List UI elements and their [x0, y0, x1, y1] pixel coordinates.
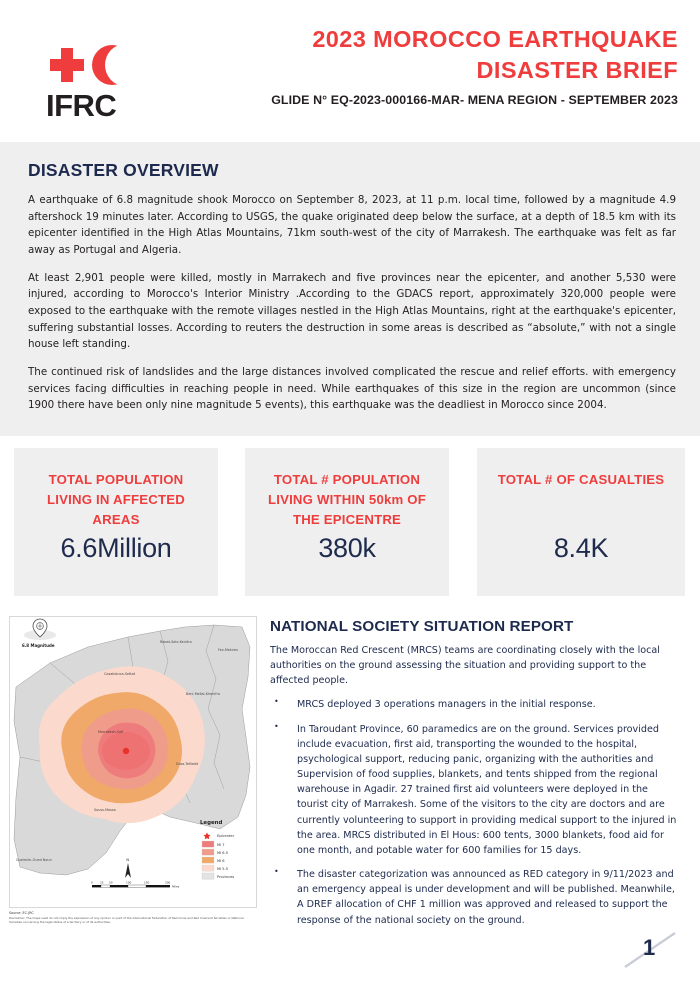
svg-text:Souss-Massa: Souss-Massa [94, 808, 116, 812]
stat-card-label: TOTAL # POPULATION LIVING WITHIN 50km OF THE EPICENTRE [267, 472, 427, 528]
shakemap-figure [9, 616, 257, 908]
nsr-bullet-item: • In Taroudant Province, 60 paramedics are on the ground. Services provided include evacuation, first aid, transporting the wounded to the hospital, psychological support, reducing panic, organizing with the authorities and Supervision of food supplies, blankets, and tents shipped from the regional warehouse in Agadir. 27 trained first aid volunteers were deployed in the tourist city of Marrakesh. Some of the visitors to the city are doctors and are currently volunteering to support in providing medical support to the injured in the area. MRCS distributed in El Hous: 600 tents, 3000 blankets, food aid for one month, and potable water for 600 families for 15 days. [270, 722, 682, 858]
svg-text:Marrakesh-Safi: Marrakesh-Safi [98, 730, 124, 734]
logo-marks [46, 42, 162, 86]
epicenter-marker [123, 748, 129, 754]
svg-text:Epicenter: Epicenter [217, 834, 235, 838]
stat-card-value: 6.6Million [60, 533, 172, 563]
map-source-disclaimer [9, 911, 257, 925]
shakemap-svg [10, 617, 256, 907]
svg-text:150: 150 [144, 880, 150, 885]
page-header [0, 0, 700, 142]
svg-text:Provinces: Provinces [217, 875, 235, 879]
header-titles [170, 24, 678, 107]
key-figures-row [0, 448, 700, 596]
svg-text:MI 6.5: MI 6.5 [217, 851, 229, 855]
stat-card-value: 380k [318, 533, 376, 563]
nsr-bullet-list [270, 697, 682, 927]
svg-text:MI 5.5: MI 5.5 [217, 867, 229, 871]
nsr-bullet-item: • The disaster categorization was announced as RED category in 9/11/2023 and an emergency appeal is under development and will be published. Meanwhile, A DREF allocation of CHF 1 million was approved and released to support the response of the national society on the ground. [270, 867, 682, 928]
stat-card [245, 448, 449, 596]
svg-text:MI 7: MI 7 [217, 843, 225, 847]
svg-text:Draa-Tafilalet: Draa-Tafilalet [176, 762, 199, 766]
svg-text:0: 0 [91, 880, 93, 885]
svg-text:Casablanca-Settat: Casablanca-Settat [104, 672, 136, 676]
svg-text:25: 25 [100, 880, 104, 885]
red-crescent-icon [92, 45, 132, 85]
glide-number: GLIDE N° EQ-2023-000166-MAR- MENA REGION - SEPTEMBER 2023 [271, 93, 678, 108]
overview-paragraph: A earthquake of 6.8 magnitude shook Morocco on September 8, 2023, at 11 p.m. local time, followed by a magnitude 4.9 aftershock 19 minutes later. According to USGS, the quake originated deep below the surface, at a depth of 18.5 km with its epicenter identified in the High Atlas Mountains, 71km south-west of the city of Marrakesh. The earthquake was felt as far away as Portugal and Algeria. [28, 194, 676, 257]
nsr-intro-text: The Moroccan Red Crescent (MRCS) teams are coordinating closely with the local authorities on the ground assessing the situation and providing support to the affected people. [270, 645, 660, 687]
svg-text:MI 6: MI 6 [217, 859, 225, 863]
svg-text:200: 200 [165, 880, 171, 885]
national-society-situation-report [270, 618, 682, 937]
red-cross-icon [50, 48, 84, 82]
svg-text:6.8 Magnitude: 6.8 Magnitude [22, 643, 55, 648]
section-title-overview: DISASTER OVERVIEW [28, 160, 219, 180]
svg-text:N: N [126, 858, 130, 862]
ifrc-logo [46, 42, 162, 121]
logo-text: IFRC [46, 88, 117, 123]
page-title-line1: 2023 MOROCCO EARTHQUAKE [312, 26, 678, 52]
svg-text:50: 50 [109, 880, 113, 885]
disaster-overview-section [0, 142, 700, 436]
stat-card [14, 448, 218, 596]
stat-card-value: 8.4K [553, 533, 609, 563]
section-title-nsr: NATIONAL SOCIETY SITUATION REPORT [270, 618, 574, 635]
svg-text:Guelmim-Oued Noun: Guelmim-Oued Noun [16, 858, 52, 862]
map-disclaimer: Disclaimer: The maps used do not imply the expression of any opinion on part of the International Federation of Red Cross and Red Crescent Societies or National Societies concerning the legal status of a territory or of its authorities. [9, 915, 244, 925]
svg-text:Rabat-Sale-Kenitra: Rabat-Sale-Kenitra [160, 640, 192, 644]
stat-card [477, 448, 685, 596]
svg-text:100: 100 [126, 880, 132, 885]
nsr-bullet-item: • MRCS deployed 3 operations managers in the initial response. [270, 697, 682, 712]
overview-paragraph: The continued risk of landslides and the large distances involved complicated the rescue and relief efforts. with emergency services facing difficulties in reaching people in need. While earthquakes of this size in the region are uncommon (since 1900 there have been only nine magnitude 5 events), this earthquake was the deadliest in Morocco since 2004. [28, 366, 676, 412]
stat-card-label: TOTAL POPULATION LIVING IN AFFECTED AREAS [47, 472, 185, 528]
page-number [621, 929, 681, 971]
svg-text:Beni Mellal-Khenifra: Beni Mellal-Khenifra [186, 692, 220, 696]
map-source: Source: EC-JRC [9, 911, 34, 915]
page-title-line2: DISASTER BRIEF [476, 57, 678, 84]
overview-paragraph: At least 2,901 people were killed, mostly in Marrakech and five provinces near the epicenter, and another 5,530 were injured, according to Morocco's Interior Ministry .According to the GDACS report, approximately 320,000 people were exposed to the earthquake with the remote villages nestled in the High Atlas Mountains, right at the earthquake's epicenter, suffering substantial losses. According to reuters the destruction in some areas is described as “absolute,” with not a single house left standing. [28, 271, 676, 351]
page-number-text: 1 [643, 935, 656, 960]
stat-card-label: TOTAL # OF CASUALTIES [497, 472, 665, 487]
svg-text:Fez-Meknes: Fez-Meknes [218, 648, 238, 652]
svg-text:Legend: Legend [200, 820, 223, 826]
svg-text:Miles: Miles [172, 884, 180, 889]
